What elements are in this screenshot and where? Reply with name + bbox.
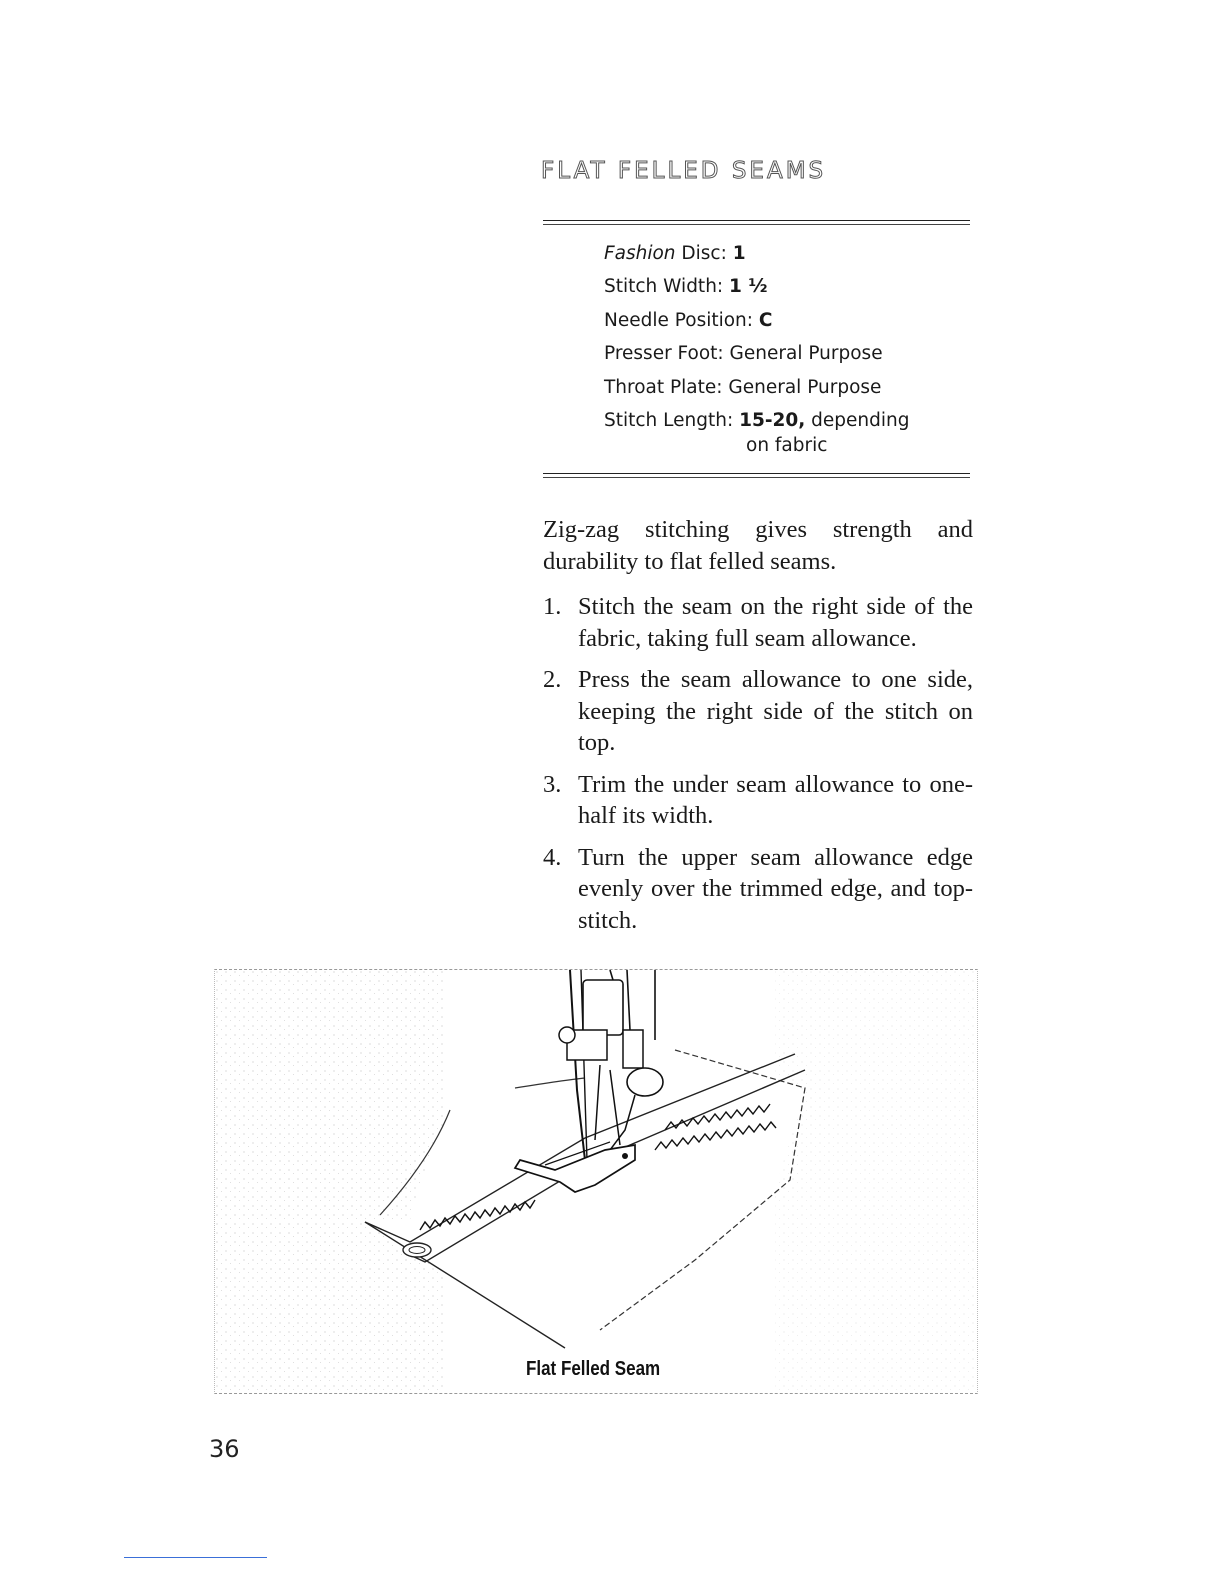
setting-label: Throat Plate: xyxy=(604,376,729,398)
setting-value: 1 ½ xyxy=(729,276,768,298)
steps-list xyxy=(543,591,973,936)
machine-settings xyxy=(604,240,910,456)
top-double-rule xyxy=(543,220,970,225)
setting-value: 15-20, xyxy=(739,409,806,431)
step-number: 3. xyxy=(543,770,562,798)
setting-value: General Purpose xyxy=(728,376,882,398)
step-number: 4. xyxy=(543,843,562,871)
setting-label: Needle Position: xyxy=(604,309,759,331)
sewing-machine-presser-foot-illustration-icon xyxy=(215,970,977,1393)
step-number: 2. xyxy=(543,666,562,693)
setting-needle-position xyxy=(604,307,910,340)
intro-paragraph: Zig-zag stitching gives strength and durability to flat felled seams. xyxy=(543,516,973,575)
instructions xyxy=(543,514,973,946)
setting-label: Disc: xyxy=(675,243,733,264)
step-text: Press the seam allowance to one side, keeping the right side of the stitch on top. xyxy=(578,666,973,756)
setting-stitch-length xyxy=(604,407,910,456)
footer-line xyxy=(124,1557,267,1558)
step-text: Trim the under seam allowance to one-half its width. xyxy=(578,770,973,829)
figure-caption: Flat Felled Seam xyxy=(526,1358,661,1380)
step-item xyxy=(543,591,973,654)
step-text: Turn the upper seam allowance edge evenly over the trimmed edge, and top-stitch. xyxy=(578,843,973,934)
setting-value-rest: depending xyxy=(805,409,910,431)
setting-label: Stitch Width: xyxy=(604,276,730,298)
setting-continuation: on fabric xyxy=(746,434,828,456)
setting-presser-foot xyxy=(604,340,910,373)
setting-fashion-disc xyxy=(604,240,910,273)
step-text: Stitch the seam on the right side of the fabric, taking full seam allowance. xyxy=(578,593,973,652)
bottom-double-rule xyxy=(543,473,970,478)
page-number: 36 xyxy=(209,1435,240,1463)
step-item xyxy=(543,842,973,937)
illustration-figure xyxy=(214,969,978,1394)
setting-value: C xyxy=(758,309,773,331)
setting-value: General Purpose xyxy=(729,343,883,365)
step-item xyxy=(543,769,973,832)
step-number: 1. xyxy=(543,593,562,620)
setting-value: 1 xyxy=(732,243,746,264)
setting-label-italic: Fashion xyxy=(604,243,676,264)
setting-label: Stitch Length: xyxy=(604,409,740,431)
setting-throat-plate xyxy=(604,374,910,407)
setting-stitch-width xyxy=(604,273,910,306)
step-item xyxy=(543,664,973,759)
setting-label: Presser Foot: xyxy=(604,343,730,365)
section-title: FLAT FELLED SEAMS xyxy=(541,158,827,184)
